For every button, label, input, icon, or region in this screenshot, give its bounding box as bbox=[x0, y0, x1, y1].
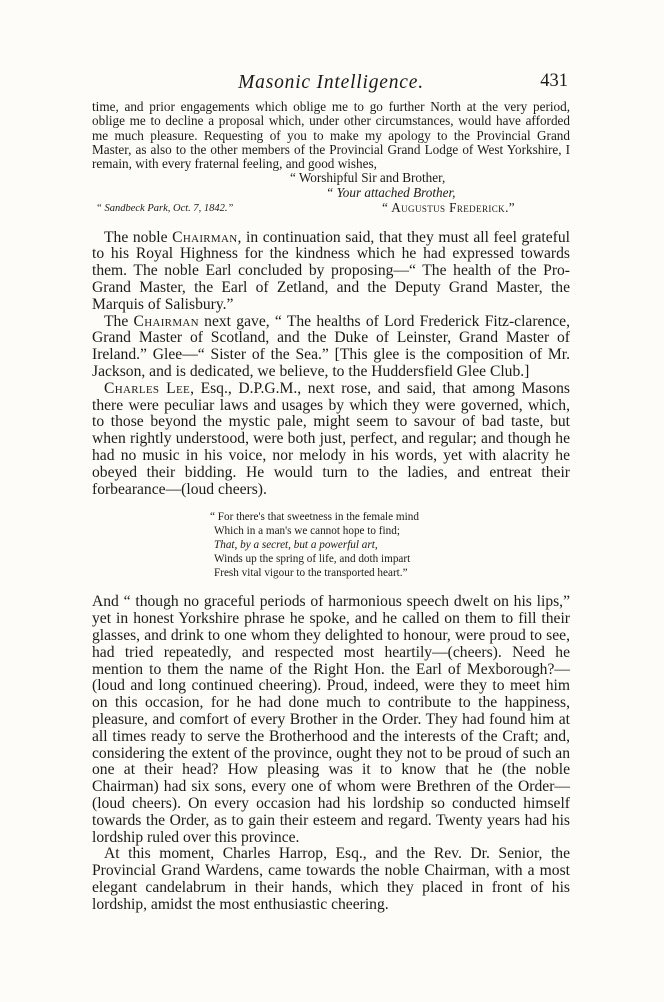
paragraph-charles-lee: Charles Lee, Esq., D.P.G.M., next rose, and said, that among Masons there were peculiar laws and usages by which they were governed, which, to those beyond the mystic pale, might seem to savour of bad taste, but when rightly understood, were both just, perfect, and regular; and though he had no music in his voice, nor melody in his words, yet with alacrity he obeyed their bidding. He would turn to the ladies, and entreat their forbearance—(loud cheers). bbox=[92, 379, 570, 498]
verse-line: Winds up the spring of life, and doth impart bbox=[214, 553, 411, 566]
running-title: Masonic Intelligence. bbox=[238, 72, 424, 93]
paragraph-mexborough-toast: And “ though no graceful periods of harmonious speech dwelt on his lips,” yet in honest Yorkshire phrase he spoke, and he called on them to fill their glasses, and drink to one whom they delighted to honour, were proud to see, had tried repeatedly, and respected most heartily—(cheers). Need he mention to them the name of the Right Hon. the Earl of Mexborough?—(loud and long continued cheering). Proud, indeed, were they to meet him on this occasion, for he had done much to contribute to the happiness, pleasure, and comfort of every Brother in the Order. They had found him at all times ready to serve the Brotherhood and the interests of the Craft; and, considering the extent of the province, ought they not to be proud of such an one at their head? How pleasing was it to know that he (the noble Chairman) had six sons, every one of whom were Brethren of the Order—(loud cheers). On every occasion had his lordship so conducted himself towards the Order, as to gain their esteem and regard. Twenty years had his lordship ruled over this province. bbox=[92, 593, 570, 846]
letter-text bbox=[92, 100, 570, 171]
verse-line: That, by a secret, but a powerful art, bbox=[214, 539, 378, 552]
speaker-name: Chairman bbox=[172, 228, 238, 246]
paragraph-chairman-continuation: The noble Chairman, in continuation said, that they must all feel grateful to his Royal Highness for the kindness which he had expressed towards them. The noble Earl concluded by proposing—“ The health of the Pro-Grand Master, the Earl of Zetland, and the Deputy Grand Master, the Marquis of Salisbury.” bbox=[92, 228, 570, 313]
speech-section bbox=[92, 230, 570, 914]
letter-signer: “ Augustus Frederick.” bbox=[382, 199, 516, 215]
letter-dateline: “ Sandbeck Park, Oct. 7, 1842.” bbox=[96, 202, 234, 214]
verse-quotation bbox=[210, 510, 570, 580]
speaker-name: Chairman bbox=[133, 312, 199, 330]
book-page bbox=[92, 62, 570, 914]
letter-signature-block bbox=[92, 171, 570, 215]
verse-line: Which in a man's we cannot hope to find; bbox=[214, 525, 400, 538]
paragraph-chairman-toast: The Chairman next gave, “ The healths of Lord Frederick Fitz-clarence, Grand Master of Scotland, and the Duke of Leinster, Grand Master of Ireland.” Glee—“ Sister of the Sea.” [This glee is the composition of Mr. Jackson, and is dedicated, we believe, to the Huddersfield Glee Club.] bbox=[92, 312, 570, 381]
letter-salutation: “ Worshipful Sir and Brother, bbox=[290, 170, 446, 186]
paragraph-candelabrum: At this moment, Charles Harrop, Esq., and the Rev. Dr. Senior, the Provincial Grand Wardens, came towards the noble Chairman, with a most elegant candelabrum in their hands, which they placed in front of his lordship, amidst the most enthusiastic cheering. bbox=[92, 845, 570, 913]
letter-body: time, and prior engagements which oblige me to go further North at the very period, oblige me to decline a proposal which, under other circumstances, would have afforded me much pleasure. Requesting of you to make my apology to the Provincial Grand Master, as also to the other members of the Provincial Grand Lodge of West Yorkshire, I remain, with every fraternal feeling, and good wishes, bbox=[92, 99, 570, 172]
verse-line: “ For there's that sweetness in the female mind bbox=[210, 511, 419, 524]
verse-line: Fresh vital vigour to the transported heart.” bbox=[214, 567, 408, 580]
page-header bbox=[92, 62, 570, 96]
speaker-name: Charles Lee bbox=[104, 379, 191, 397]
letter-closing: “ Your attached Brother, bbox=[326, 185, 456, 201]
page-number: 431 bbox=[540, 71, 568, 91]
